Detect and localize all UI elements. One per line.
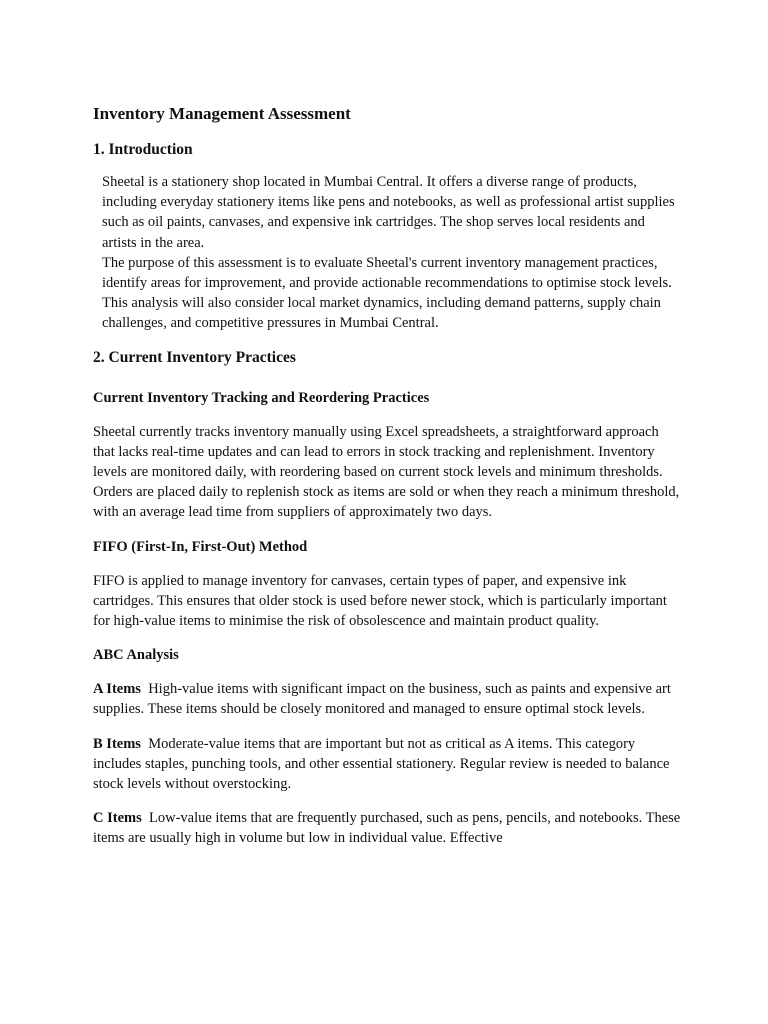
abc-text-b: Moderate-value items that are important but not as critical as A items. This category includes staples, punching tools, and other essential stationery. Regular review is needed to balance stock levels without overstocking. xyxy=(93,735,670,793)
document-page xyxy=(93,103,683,863)
introduction-body xyxy=(93,172,683,334)
abc-term-b: B Items xyxy=(93,735,141,752)
subheading-tracking: Current Inventory Tracking and Reordering Practices xyxy=(93,389,430,406)
subheading-fifo: FIFO (First-In, First-Out) Method xyxy=(93,538,308,555)
abc-term-c: C Items xyxy=(93,810,142,827)
purpose-paragraph: The purpose of this assessment is to evaluate Sheetal's current inventory management practices, identify areas for improvement, and provide actionable recommendations to optimise stock levels. This analysis will also consider local market dynamics, including demand patterns, supply chain challenges, and competitive pressures in Mumbai Central. xyxy=(102,254,672,332)
abc-item-c xyxy=(93,808,683,848)
fifo-paragraph: FIFO is applied to manage inventory for canvases, certain types of paper, and expensive ink cartridges. This ensures that older stock is used before newer stock, which is particularly important for high-value items to minimise the risk of obsolescence and maintain product quality. xyxy=(93,572,667,630)
section-heading-current-practices: 2. Current Inventory Practices xyxy=(93,348,296,366)
document-title: Inventory Management Assessment xyxy=(93,104,351,123)
abc-item-b xyxy=(93,734,683,795)
introduction-paragraph: Sheetal is a stationery shop located in Mumbai Central. It offers a diverse range of products, including everyday stationery items like pens and notebooks, as well as professional artist supplies such as oil paints, canvases, and expensive ink cartridges. The shop serves local residents and artists in the area. xyxy=(102,174,675,251)
abc-item-a xyxy=(93,679,683,719)
abc-text-a: High-value items with significant impact on the business, such as paints and expensive art supplies. These items should be closely monitored and managed to ensure optimal stock levels. xyxy=(93,681,671,718)
section-heading-introduction: 1. Introduction xyxy=(93,141,193,158)
abc-text-c: Low-value items that are frequently purchased, such as pens, pencils, and notebooks. These items are usually high in volume but low in individual value. Effective xyxy=(93,810,681,847)
tracking-paragraph: Sheetal currently tracks inventory manually using Excel spreadsheets, a straightforward approach that lacks real-time updates and can lead to errors in stock tracking and replenishment. Inventory levels are monitored daily, with reordering based on current stock levels and minimum thresholds. Orders are placed daily to replenish stock as items are sold or when they reach a minimum threshold, with an average lead time from suppliers of approximately two days. xyxy=(93,423,680,521)
subheading-abc-analysis: ABC Analysis xyxy=(93,647,179,664)
abc-term-a: A Items xyxy=(93,681,141,698)
